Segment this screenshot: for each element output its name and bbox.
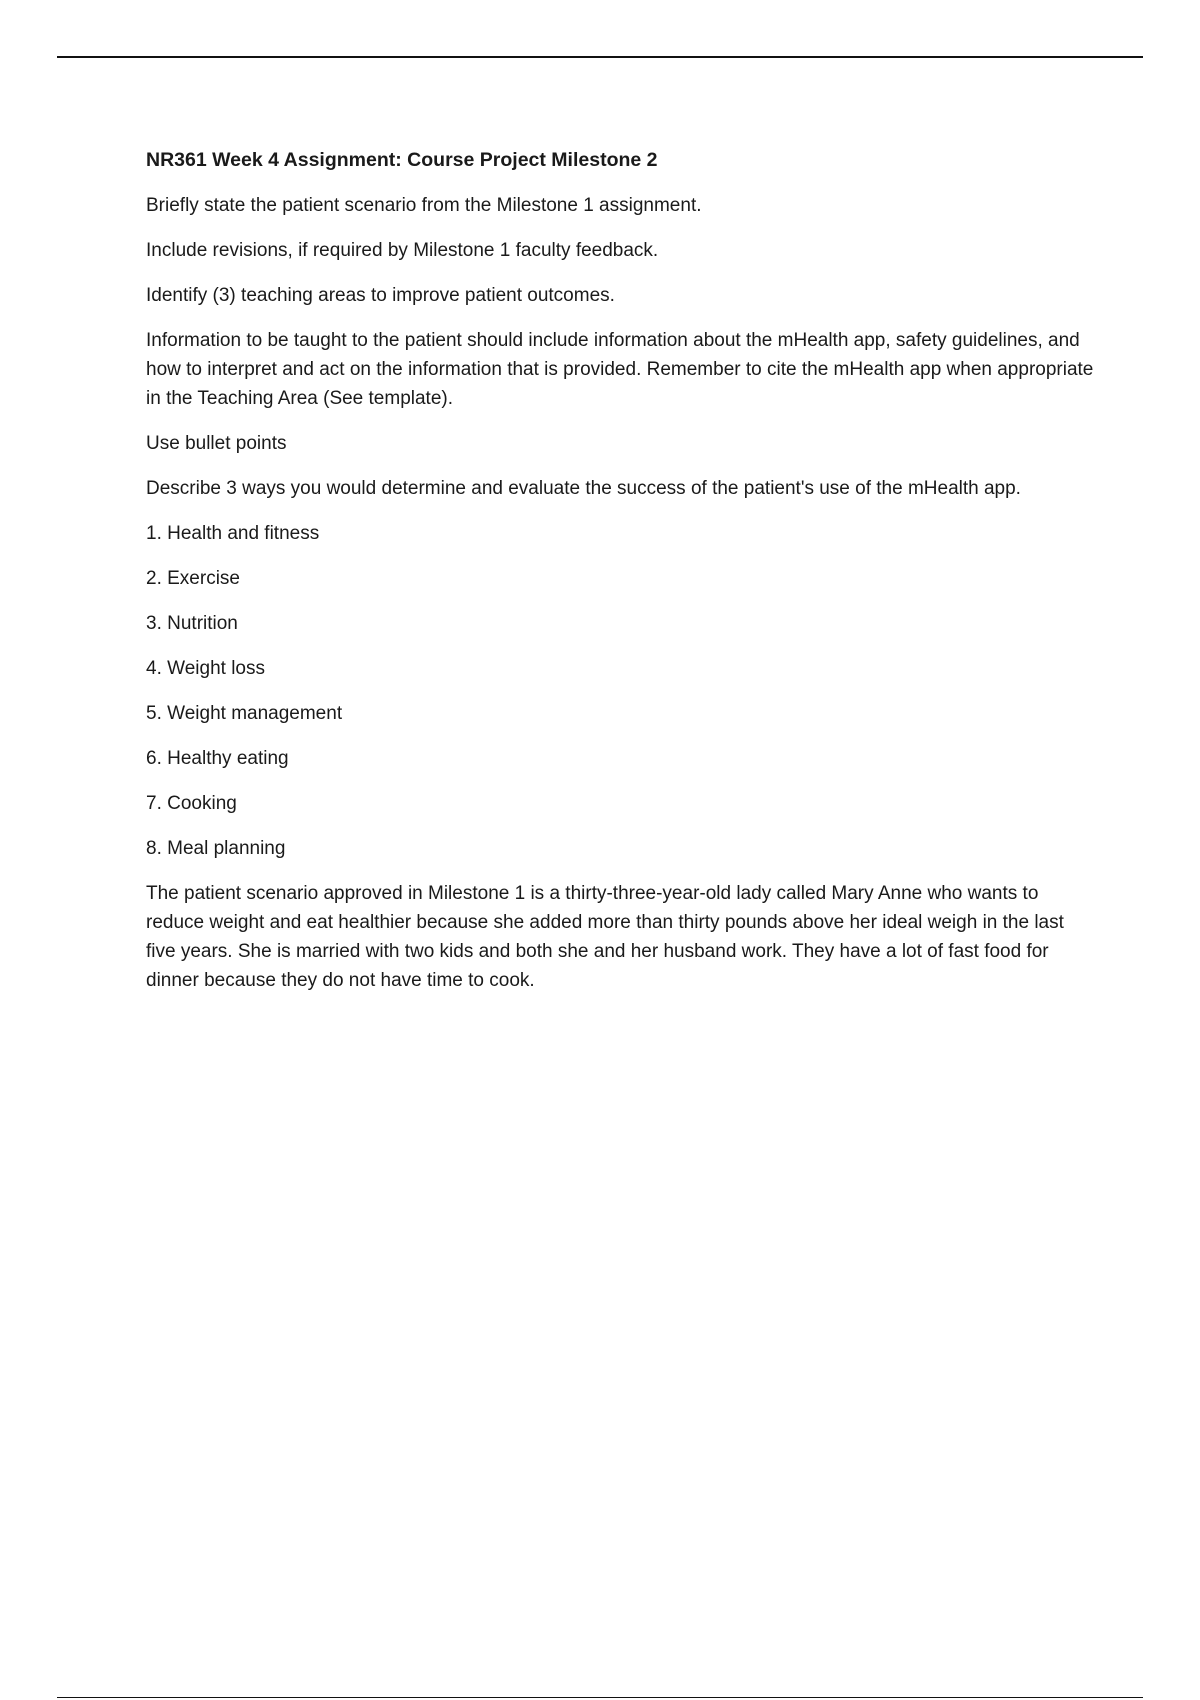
document-title: NR361 Week 4 Assignment: Course Project Milestone 2 xyxy=(146,149,658,171)
list-item: 5. Weight management xyxy=(146,703,343,724)
instruction-paragraph: Use bullet points xyxy=(146,433,287,454)
instruction-paragraph: Describe 3 ways you would determine and evaluate the success of the patient's use of the mHealth app. xyxy=(146,478,1021,499)
patient-scenario-paragraph: The patient scenario approved in Milestone 1 is a thirty-three-year-old lady called Mary Anne who wants to reduce weight and eat healthier because she added more than thirty pounds above her ideal weigh in the last five years. She is married with two kids and both she and her husband work. They have a lot of fast food for dinner because they do not have time to cook. xyxy=(146,883,1064,991)
list-item: 8. Meal planning xyxy=(146,838,286,859)
header-rule xyxy=(57,56,1143,58)
instruction-paragraph: Briefly state the patient scenario from the Milestone 1 assignment. xyxy=(146,195,702,216)
footer-rule xyxy=(57,1697,1143,1698)
document-body xyxy=(146,146,1096,1011)
instruction-paragraph: Information to be taught to the patient should include information about the mHealth app, safety guidelines, and how to interpret and act on the information that is provided. Remember to cite the mHealth app when appropriate in the Teaching Area (See template). xyxy=(146,330,1094,409)
instruction-paragraph: Include revisions, if required by Milestone 1 faculty feedback. xyxy=(146,240,659,261)
list-item: 2. Exercise xyxy=(146,568,240,589)
list-item: 7. Cooking xyxy=(146,793,237,814)
list-item: 1. Health and fitness xyxy=(146,523,320,544)
list-item: 4. Weight loss xyxy=(146,658,265,679)
list-item: 6. Healthy eating xyxy=(146,748,289,769)
list-item: 3. Nutrition xyxy=(146,613,238,634)
instruction-paragraph: Identify (3) teaching areas to improve patient outcomes. xyxy=(146,285,615,306)
